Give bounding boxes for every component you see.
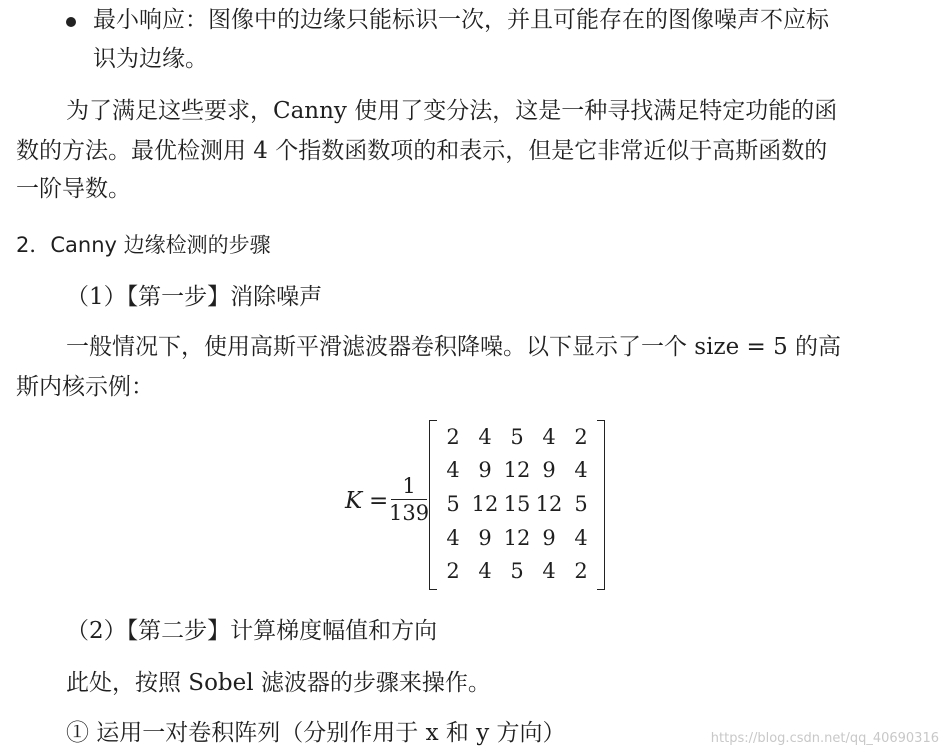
matrix-cell: 9	[478, 458, 492, 483]
normalization-fraction	[389, 474, 429, 525]
matrix-cell: 9	[542, 525, 556, 550]
paragraph-1-line1: 为了满足这些要求，Canny 使用了变分法，这是一种寻找满足特定功能的函	[66, 98, 838, 124]
matrix-cell: 4	[478, 424, 492, 449]
step-1-heading: （1）【第一步】消除噪声	[66, 284, 323, 310]
matrix-cell: 4	[446, 458, 460, 483]
matrix-cell: 5	[446, 491, 460, 516]
paragraph-2-line1: 一般情况下，使用高斯平滑滤波器卷积降噪。以下显示了一个 size = 5 的高	[66, 334, 842, 360]
kernel-symbol: K	[345, 488, 363, 514]
paragraph-1-line2: 数的方法。最优检测用 4 个指数函数项的和表示，但是它非常近似于高斯函数的	[16, 138, 828, 164]
bullet-dot	[66, 17, 76, 27]
paragraph-2-line2: 斯内核示例：	[16, 374, 154, 400]
matrix-cell: 12	[471, 491, 499, 516]
matrix-cell: 5	[510, 559, 524, 584]
paragraph-3: 此处，按照 Sobel 滤波器的步骤来操作。	[66, 670, 491, 696]
section-heading: 2．Canny 边缘检测的步骤	[16, 233, 271, 257]
matrix-cell: 15	[503, 491, 531, 516]
matrix-cell: 2	[574, 424, 588, 449]
matrix-cell: 2	[446, 424, 460, 449]
matrix-cell: 4	[574, 458, 588, 483]
matrix-cell: 4	[542, 424, 556, 449]
matrix-left-bracket	[429, 420, 437, 590]
matrix-cell: 12	[503, 525, 531, 550]
matrix-cell: 12	[503, 458, 531, 483]
bullet-text-line1: 最小响应：图像中的边缘只能标识一次，并且可能存在的图像噪声不应标	[93, 7, 829, 33]
list-item-1: ① 运用一对卷积阵列（分别作用于 x 和 y 方向）	[66, 720, 566, 746]
matrix-cell: 4	[574, 525, 588, 550]
matrix-cell: 4	[542, 559, 556, 584]
bullet-text-line2: 识为边缘。	[93, 46, 208, 72]
matrix-cell: 9	[478, 525, 492, 550]
matrix-cell: 4	[478, 559, 492, 584]
paragraph-1-line3: 一阶导数。	[16, 176, 131, 202]
matrix-cell: 12	[535, 491, 563, 516]
matrix-cell: 2	[446, 559, 460, 584]
kernel-matrix	[437, 420, 597, 588]
matrix-cell: 2	[574, 559, 588, 584]
matrix-cell: 5	[510, 424, 524, 449]
matrix-cell: 4	[446, 525, 460, 550]
matrix-cell: 9	[542, 458, 556, 483]
watermark-url: https://blog.csdn.net/qq_40690316	[710, 731, 939, 746]
fraction-bar	[391, 499, 427, 500]
matrix-cell: 5	[574, 491, 588, 516]
gaussian-kernel-formula	[345, 420, 615, 590]
equals-sign: =	[369, 488, 389, 514]
matrix-right-bracket	[597, 420, 605, 590]
fraction-denominator: 139	[389, 501, 430, 525]
step-2-heading: （2）【第二步】计算梯度幅值和方向	[66, 618, 438, 644]
fraction-numerator: 1	[402, 474, 416, 498]
